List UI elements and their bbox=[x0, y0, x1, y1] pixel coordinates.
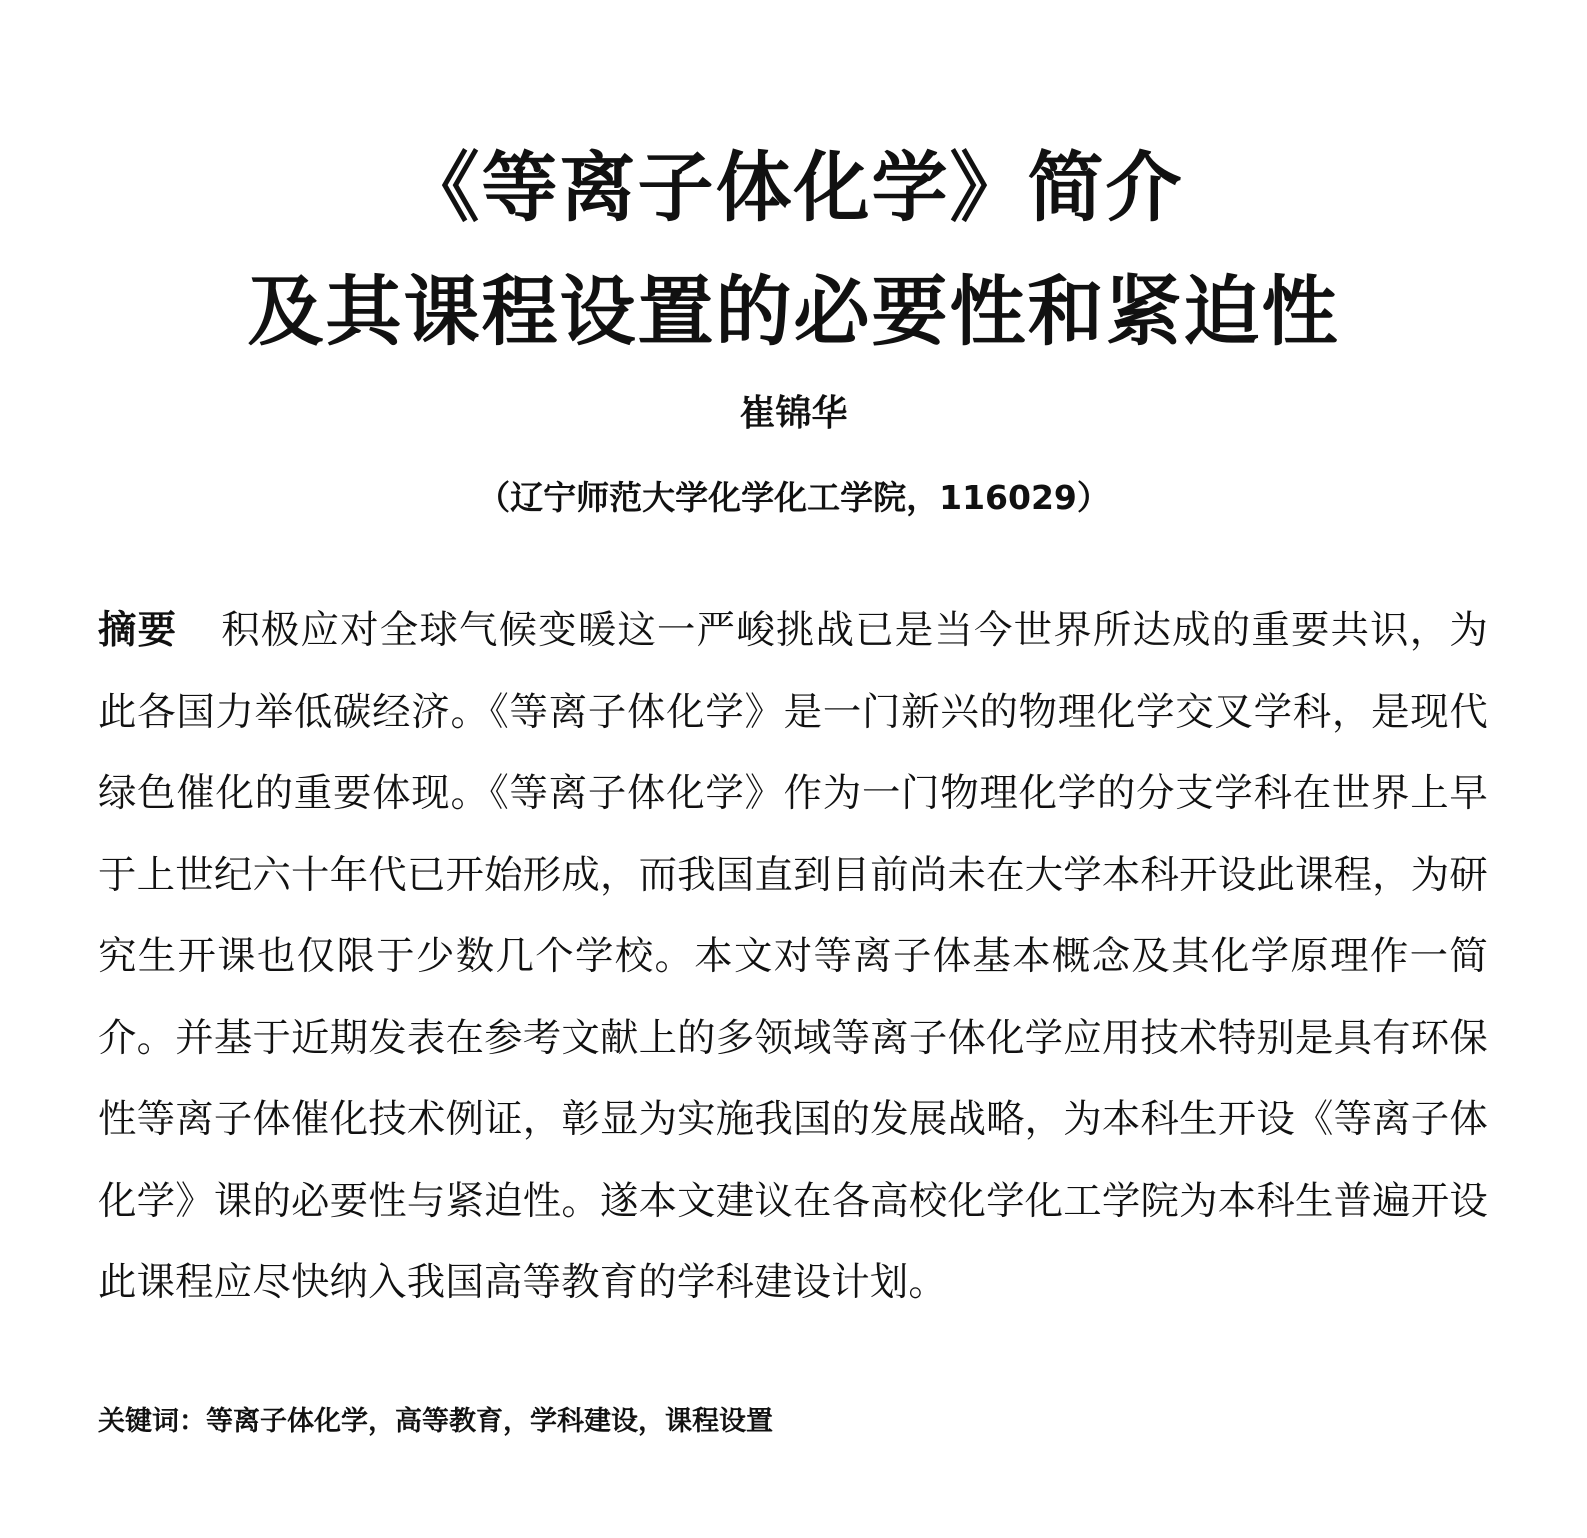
abstract-paragraph bbox=[98, 590, 1488, 1324]
author-affiliation: （辽宁师范大学化学化工学院，116029） bbox=[477, 478, 1110, 517]
abstract-text: 积极应对全球气候变暖这一严峻挑战已是当今世界所达成的重要共识，为此各国力举低碳经济。《等离子体化学》是一门新兴的物理化学交叉学科，是现代绿色催化的重要体现。《等离子体化学》作为一门物理化学的分支学科在世界上早于上世纪六十年代已开始形成，而我国直到目前尚未在大学本科开设此课程，为研究生开课也仅限于少数几个学校。本文对等离子体基本概念及其化学原理作一简介。并基于近期发表在参考文献上的多领域等离子体化学应用技术特别是具有环保性等离子体催化技术例证，彰显为实施我国的发展战略，为本科生开设《等离子体化学》课的必要性与紧迫性。遂本文建议在各高校化学化工学院为本科生普遍开设此课程应尽快纳入我国高等教育的学科建设计划。 bbox=[98, 608, 1489, 1305]
abstract-label: 摘要 bbox=[98, 608, 178, 653]
keywords-line: 关键词：等离子体化学，高等教育，学科建设，课程设置 bbox=[98, 1406, 773, 1437]
author-name: 崔锦华 bbox=[739, 393, 848, 434]
paper-title-line-1: 《等离子体化学》简介 bbox=[403, 143, 1184, 232]
paper-title-line-2: 及其课程设置的必要性和紧迫性 bbox=[247, 267, 1340, 356]
